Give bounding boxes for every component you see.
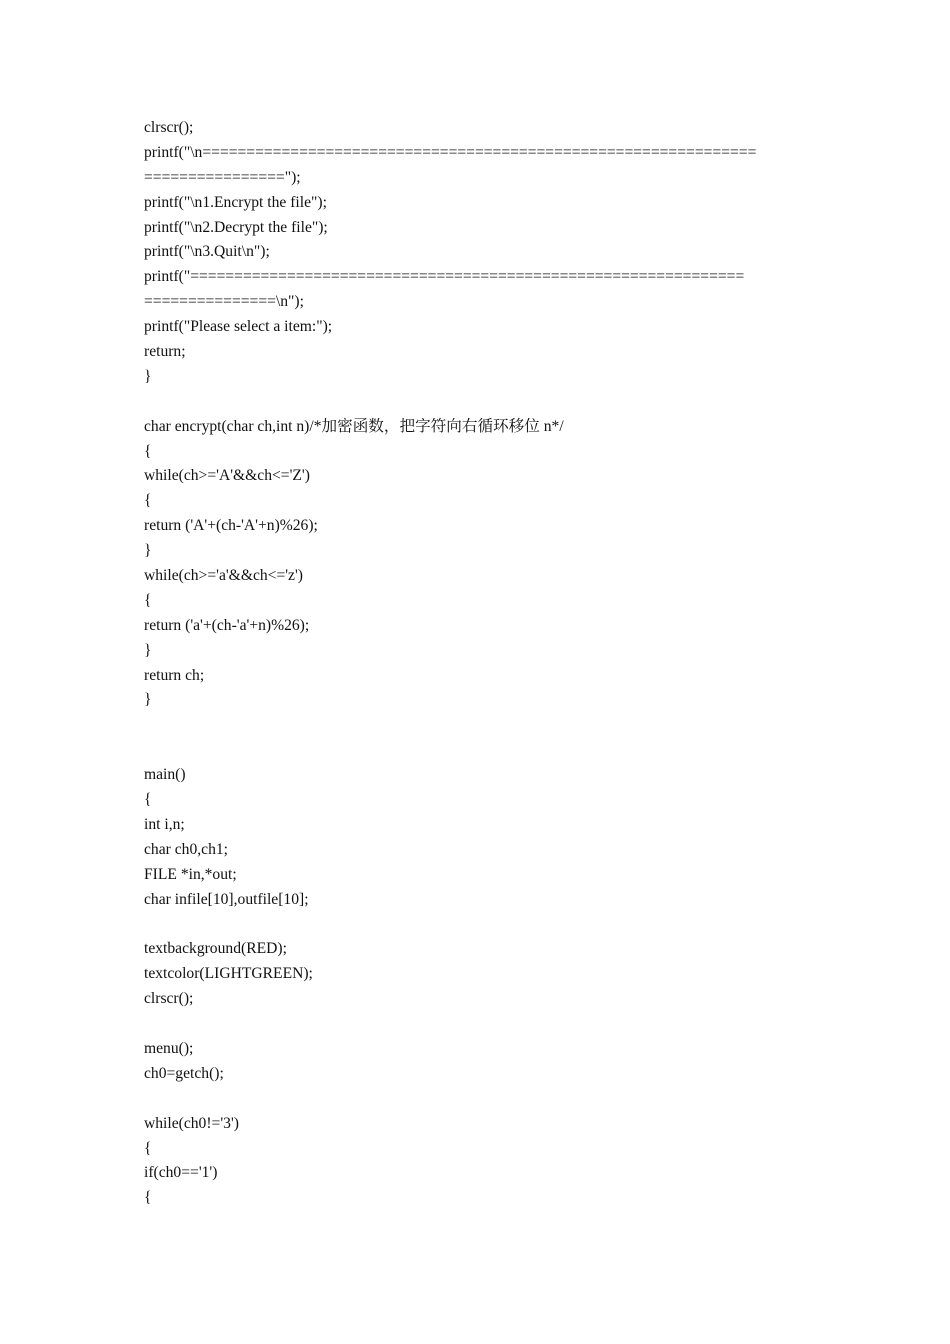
code-line: printf("\n=============================================================== bbox=[144, 143, 757, 161]
blank-line bbox=[144, 738, 824, 763]
code-line: return; bbox=[144, 343, 186, 361]
code-line: while(ch>='a'&&ch<='z') bbox=[144, 567, 303, 585]
code-line: FILE *in,*out; bbox=[144, 865, 237, 883]
code-line: textbackground(RED); bbox=[144, 940, 287, 958]
code-line: { bbox=[144, 791, 152, 809]
code-line: menu(); bbox=[144, 1039, 194, 1057]
code-line: char ch0,ch1; bbox=[144, 840, 228, 858]
code-line: int i,n; bbox=[144, 815, 185, 833]
code-listing bbox=[144, 116, 824, 1211]
code-line: } bbox=[144, 367, 152, 385]
code-line: return ('a'+(ch-'a'+n)%26); bbox=[144, 616, 310, 634]
code-line: printf("Please select a item:"); bbox=[144, 318, 333, 336]
code-line: printf("=============================================================== bbox=[144, 268, 745, 286]
code-line: ===============\n"); bbox=[144, 293, 304, 311]
code-line: { bbox=[144, 1139, 152, 1157]
code-line: { bbox=[144, 591, 152, 609]
code-line: return ch; bbox=[144, 666, 205, 684]
code-line: clrscr(); bbox=[144, 990, 194, 1008]
code-line: clrscr(); bbox=[144, 119, 194, 136]
code-line: ================"); bbox=[144, 168, 301, 186]
code-line: if(ch0=='1') bbox=[144, 1164, 218, 1182]
code-line: printf("\n2.Decrypt the file"); bbox=[144, 218, 328, 236]
code-line: } bbox=[144, 641, 152, 659]
code-line: char infile[10],outfile[10]; bbox=[144, 890, 309, 908]
code-line: { bbox=[144, 492, 152, 510]
code-line: textcolor(LIGHTGREEN); bbox=[144, 965, 313, 983]
code-line: { bbox=[144, 1189, 152, 1207]
code-line: while(ch>='A'&&ch<='Z') bbox=[144, 467, 310, 485]
blank-line bbox=[144, 713, 824, 738]
blank-line bbox=[144, 1087, 824, 1112]
code-line: printf("\n3.Quit\n"); bbox=[144, 243, 270, 261]
blank-line bbox=[144, 1012, 824, 1037]
code-line: { bbox=[144, 442, 152, 460]
blank-line bbox=[144, 390, 824, 415]
code-line: } bbox=[144, 542, 152, 560]
code-line: printf("\n1.Encrypt the file"); bbox=[144, 193, 327, 211]
code-line: return ('A'+(ch-'A'+n)%26); bbox=[144, 517, 318, 535]
code-line: main() bbox=[144, 766, 186, 784]
code-line: while(ch0!='3') bbox=[144, 1114, 239, 1132]
code-line: } bbox=[144, 691, 152, 709]
code-line: char encrypt(char ch,int n)/*加密函数，把字符向右循环移位 n*/ bbox=[144, 417, 564, 435]
code-line: ch0=getch(); bbox=[144, 1064, 224, 1082]
blank-line bbox=[144, 913, 824, 938]
